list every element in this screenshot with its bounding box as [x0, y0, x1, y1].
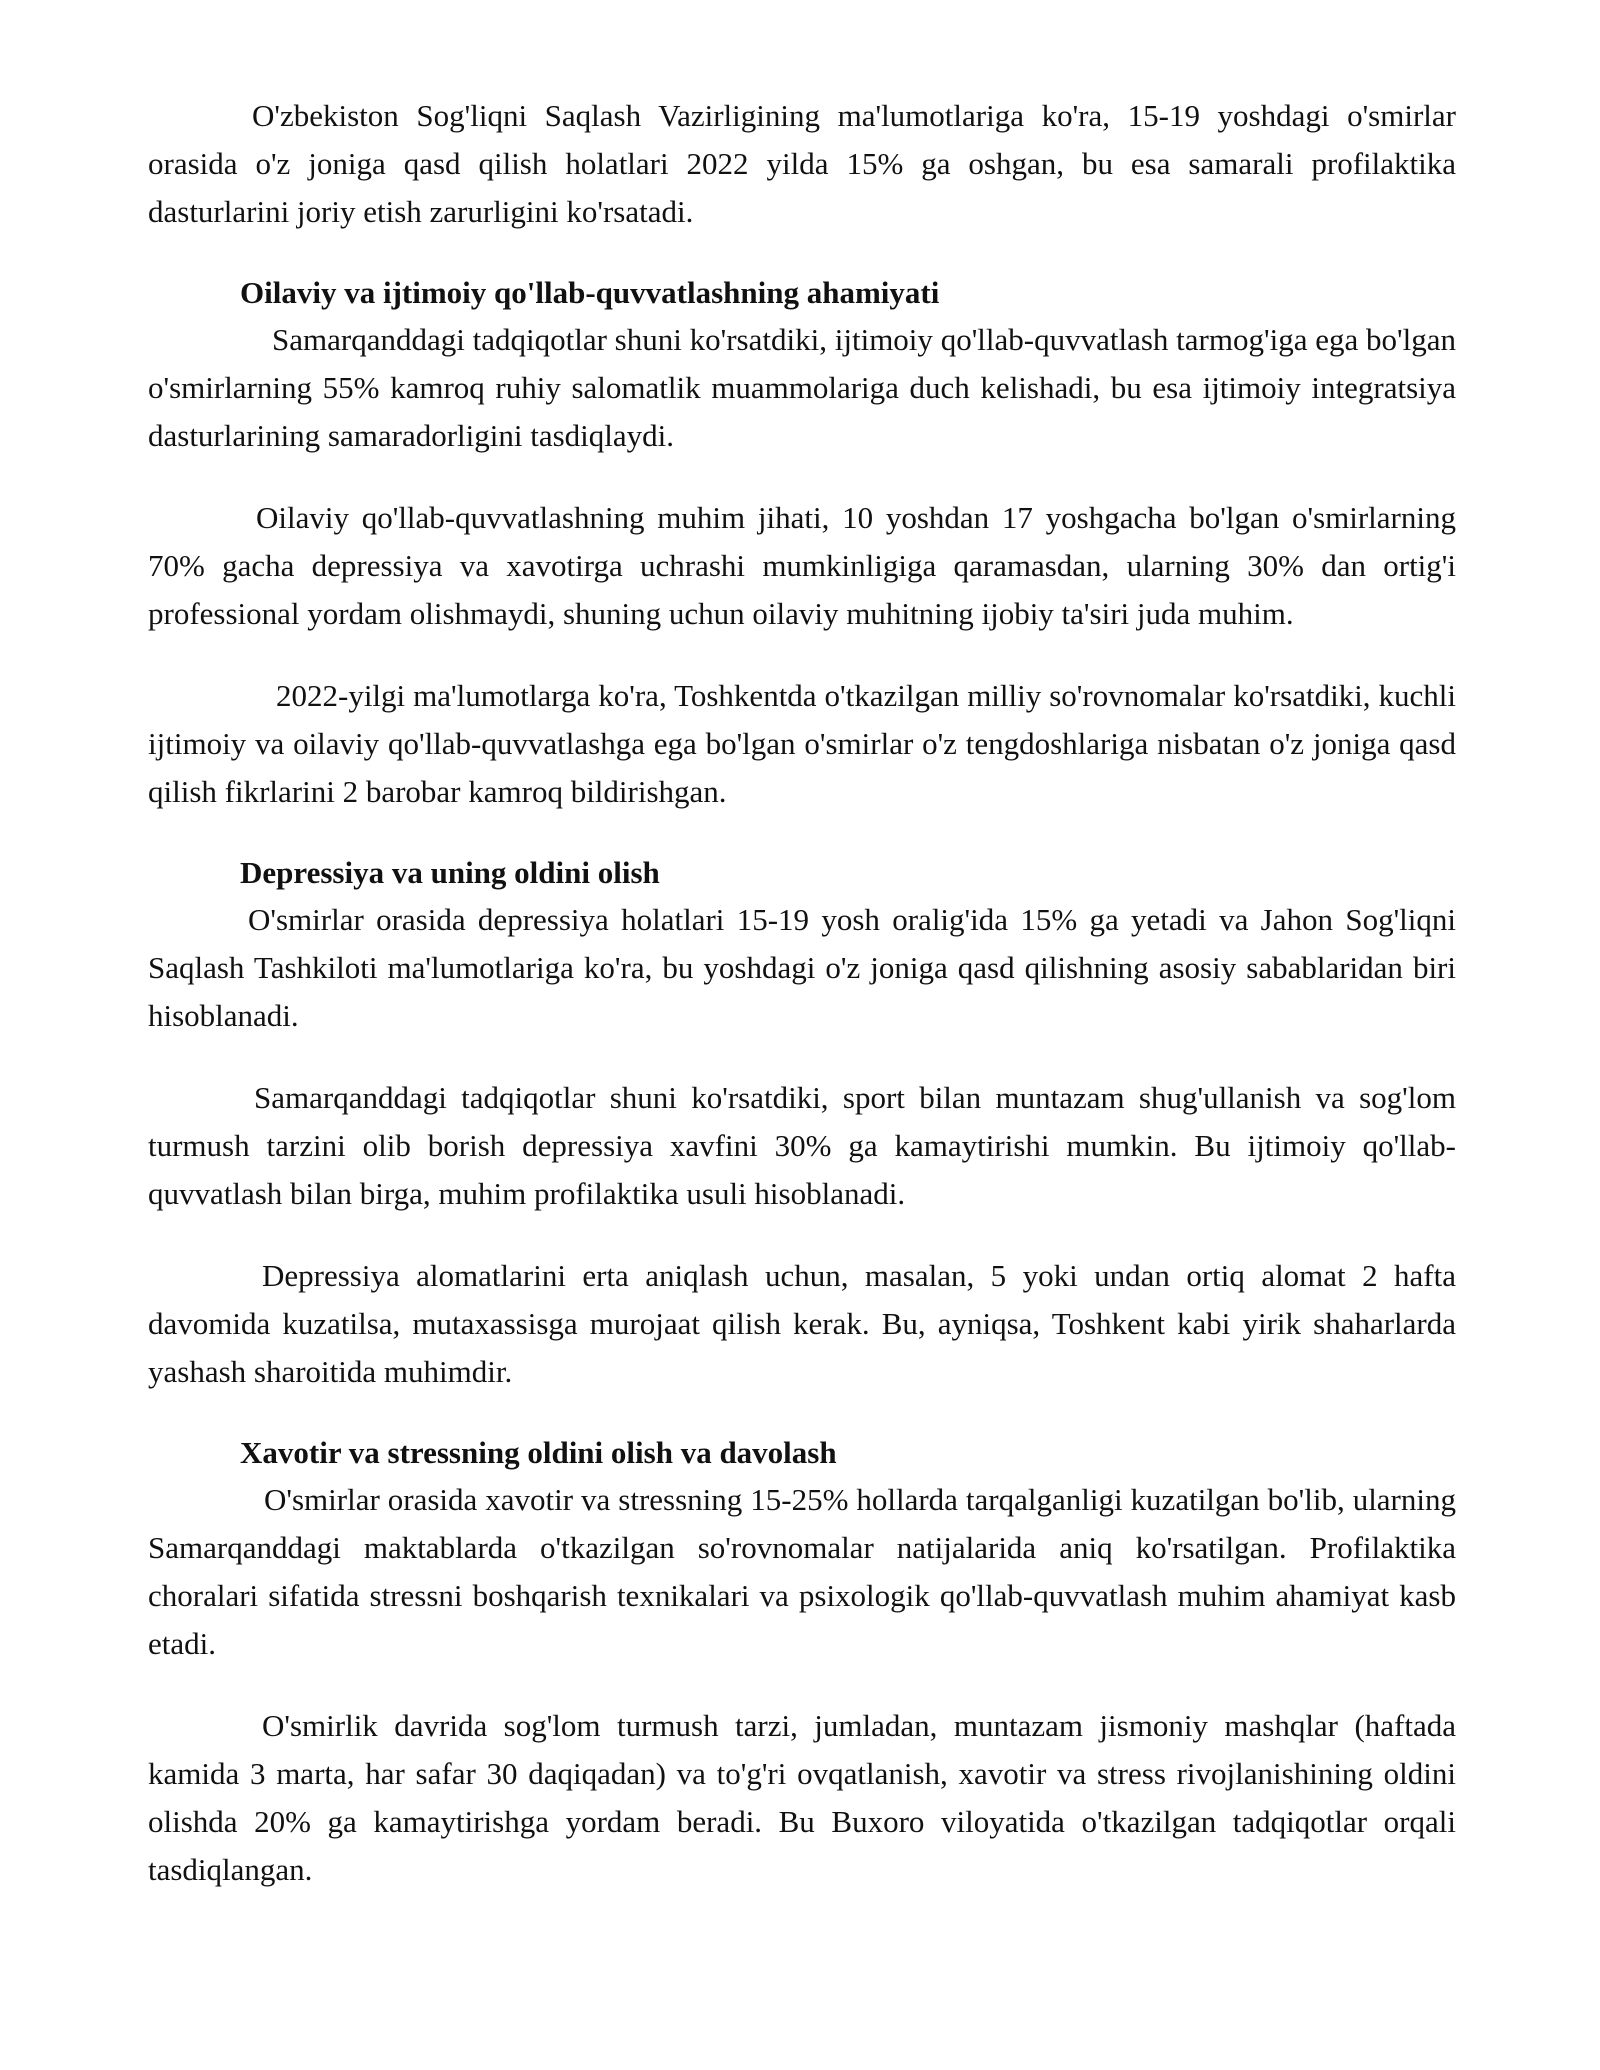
- paragraph-early-detection: Depressiya alomatlarini erta aniqlash uchun, masalan, 5 yoki undan ortiq alomat 2 hafta davomida kuzatilsa, mutaxassisga murojaat qilish kerak. Bu, ayniqsa, Toshkent kabi yirik shaharlarda yashash sharoitida muhimdir.: [148, 1258, 1456, 1389]
- document-page: [148, 92, 1456, 1894]
- paragraph-family-support: Oilaviy qo'llab-quvvatlashning muhim jihati, 10 yoshdan 17 yoshgacha bo'lgan o'smirlarning 70% gacha depressiya va xavotirga uchrashi mumkinligiga qaramasdan, ularning 30% dan ortig'i professional yordam olishmaydi, shuning uchun oilaviy muhitning ijobiy ta'siri juda muhim.: [148, 500, 1456, 631]
- paragraph-healthy-lifestyle: O'smirlik davrida sog'lom turmush tarzi, jumladan, muntazam jismoniy mashqlar (haftada kamida 3 marta, har safar 30 daqiqadan) va to'g'ri ovqatlanish, xavotir va stress rivojlanishining oldini olishda 20% ga kamaytirishga yordam beradi. Bu Buxoro viloyatida o'tkazilgan tadqiqotlar orqali tasdiqlangan.: [148, 1708, 1456, 1887]
- section-heading-family-support: Oilaviy va ijtimoiy qo'llab-quvvatlashning ahamiyati: [240, 275, 940, 310]
- paragraph-national-survey: 2022-yilgi ma'lumotlarga ko'ra, Toshkentda o'tkazilgan milliy so'rovnomalar ko'rsatdiki, kuchli ijtimoiy va oilaviy qo'llab-quvvatlashga ega bo'lgan o'smirlar o'z tengdoshlariga nisbatan o'z joniga qasd qilish fikrlarini 2 barobar kamroq bildirishgan.: [148, 678, 1456, 809]
- section-heading-anxiety-stress: Xavotir va stressning oldini olish va davolash: [240, 1435, 837, 1470]
- intro-paragraph: O'zbekiston Sog'liqni Saqlash Vazirligining ma'lumotlariga ko'ra, 15-19 yoshdagi o'smirlar orasida o'z joniga qasd qilish holatlari 2022 yilda 15% ga oshgan, bu esa samarali profilaktika dasturlarini joriy etish zarurligini ko'rsatadi.: [148, 98, 1456, 229]
- paragraph-anxiety-prevalence: O'smirlar orasida xavotir va stressning 15-25% hollarda tarqalganligi kuzatilgan bo'lib, ularning Samarqanddagi maktablarda o'tkazilgan so'rovnomalar natijalarida aniq ko'rsatilgan. Profilaktika choralari sifatida stressni boshqarish texnikalari va psixologik qo'llab-quvvatlash muhim ahamiyat kasb etadi.: [148, 1482, 1456, 1661]
- paragraph-sport-prevention: Samarqanddagi tadqiqotlar shuni ko'rsatdiki, sport bilan muntazam shug'ullanish va sog'lom turmush tarzini olib borish depressiya xavfini 30% ga kamaytirishi mumkin. Bu ijtimoiy qo'llab-quvvatlash bilan birga, muhim profilaktika usuli hisoblanadi.: [148, 1080, 1456, 1211]
- paragraph-social-support: Samarqanddagi tadqiqotlar shuni ko'rsatdiki, ijtimoiy qo'llab-quvvatlash tarmog'iga ega bo'lgan o'smirlarning 55% kamroq ruhiy salomatlik muammolariga duch kelishadi, bu esa ijtimoiy integratsiya dasturlarining samaradorligini tasdiqlaydi.: [148, 322, 1456, 453]
- section-heading-depression: Depressiya va uning oldini olish: [240, 855, 660, 890]
- paragraph-depression-rates: O'smirlar orasida depressiya holatlari 15-19 yosh oralig'ida 15% ga yetadi va Jahon Sog'liqni Saqlash Tashkiloti ma'lumotlariga ko'ra, bu yoshdagi o'z joniga qasd qilishning asosiy sabablaridan biri hisoblanadi.: [148, 902, 1456, 1033]
